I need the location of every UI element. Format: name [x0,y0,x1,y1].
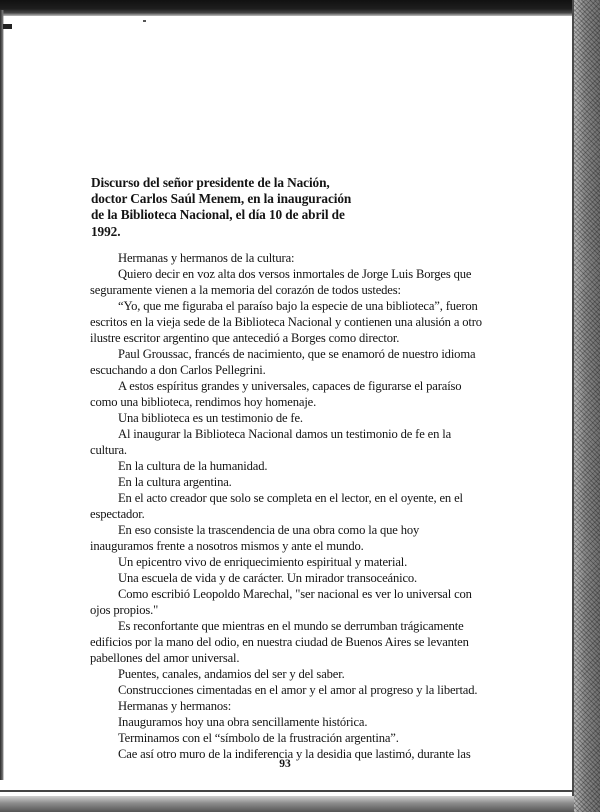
speech-title-line: de la Biblioteca Nacional, el día 10 de abril de [91,207,345,223]
body-line: Hermanas y hermanos: [118,699,232,713]
scan-speck [143,20,146,22]
body-line: En la cultura de la humanidad. [118,459,268,473]
body-line: En la cultura argentina. [118,475,232,489]
speech-title-line: 1992. [91,223,121,239]
scan-edge-top [0,0,600,16]
page-number: 93 [279,758,291,770]
body-line: A estos espíritus grandes y universales, capaces de figurarse el paraíso [118,379,462,393]
scan-edge-bottom-line [0,790,574,792]
body-line: Inauguramos hoy una obra sencillamente histórica. [118,715,368,729]
scan-edge-left-tick [3,24,12,29]
body-line: Construcciones cimentadas en el amor y el amor al progreso y la libertad. [118,683,478,697]
body-line: ojos propios." [90,603,159,617]
scan-edge-bottom [0,796,574,812]
body-line: Cae así otro muro de la indiferencia y la desidia que lastimó, durante las [118,747,471,761]
body-line: “Yo, que me figuraba el paraíso bajo la especie de una biblioteca”, fueron [118,299,478,313]
body-line: Paul Groussac, francés de nacimiento, que se enamoró de nuestro idioma [118,347,476,361]
body-line: espectador. [90,507,145,521]
body-line: En eso consiste la trascendencia de una obra como la que hoy [118,523,420,537]
body-line: En el acto creador que solo se completa en el lector, en el oyente, en el [118,491,463,505]
body-line: Como escribió Leopoldo Marechal, "ser nacional es ver lo universal con [118,587,472,601]
body-line: escuchando a don Carlos Pellegrini. [90,363,266,377]
body-line: cultura. [90,443,127,457]
body-line: pabellones del amor universal. [90,651,240,665]
scan-edge-right [574,0,600,812]
body-line: Un epicentro vivo de enriquecimiento espiritual y material. [118,555,408,569]
body-line: Quiero decir en voz alta dos versos inmortales de Jorge Luis Borges que [118,267,472,281]
speech-body [90,250,482,762]
speech-title-line: Discurso del señor presidente de la Nación, [91,175,330,190]
body-line: inauguramos frente a nosotros mismos y ante el mundo. [90,539,364,553]
body-line: Terminamos con el “símbolo de la frustración argentina”. [118,731,399,745]
body-line: Puentes, canales, andamios del ser y del saber. [118,667,345,681]
body-line: edificios por la mano del odio, en nuestra ciudad de Buenos Aires se levanten [90,635,469,649]
scan-edge-left [0,10,4,780]
body-line: Al inaugurar la Biblioteca Nacional damos un testimonio de fe en la [118,427,452,441]
body-line: ilustre escritor argentino que antecedió a Borges como director. [90,331,400,345]
body-line: Una escuela de vida y de carácter. Un mirador transoceánico. [118,571,418,585]
body-line: Una biblioteca es un testimonio de fe. [118,411,303,425]
body-line: seguramente vienen a la memoria del corazón de todos ustedes: [90,283,401,297]
body-line: Es reconfortante que mientras en el mundo se derrumban trágicamente [118,619,464,633]
body-line: Hermanas y hermanos de la cultura: [118,251,295,265]
speech-title-line: doctor Carlos Saúl Menem, en la inauguración [91,191,352,207]
speech-title [91,175,351,240]
body-line: escritos en la vieja sede de la Biblioteca Nacional y contienen una alusión a otro [90,315,482,329]
body-line: como una biblioteca, rendimos hoy homenaje. [90,395,317,409]
